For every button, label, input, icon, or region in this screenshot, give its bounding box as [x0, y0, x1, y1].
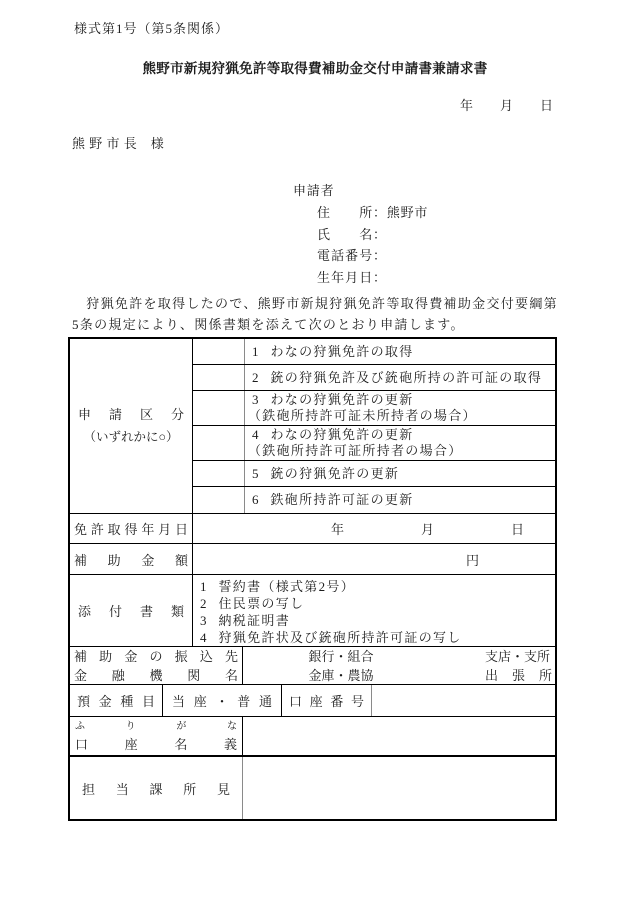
option-text: わなの狩猟免許の更新 — [270, 392, 414, 407]
option-number: 5 — [252, 465, 259, 481]
phone-label: 電話番号 — [317, 248, 373, 263]
staff-opinion-value-cell — [243, 757, 555, 819]
bank-label-line2: 金 融 機 関 名 — [74, 667, 238, 683]
name-label: 氏名 — [317, 226, 373, 242]
phone-separator: ： — [373, 248, 387, 263]
yen-unit-label: 円 — [466, 552, 480, 568]
addressee: 熊 野 市 長 様 — [72, 136, 165, 151]
attachments-list — [193, 575, 555, 646]
account-number-value-cell — [372, 685, 555, 716]
attachments-label-cell — [70, 575, 193, 646]
bank-branch-line1: 支店・支所 — [485, 648, 551, 664]
license-date-label-cell — [70, 514, 193, 543]
category-mark-cell-3 — [193, 391, 245, 425]
account-type-label-cell — [70, 685, 163, 716]
license-day-label: 日 — [511, 522, 525, 537]
name-field — [317, 224, 428, 246]
date-line — [460, 95, 553, 114]
category-mark-cell-6 — [193, 487, 245, 513]
category-label-cell — [70, 339, 193, 513]
account-type-label: 預 金 種 目 — [77, 694, 155, 709]
address-field — [317, 202, 428, 224]
option-number: 6 — [252, 492, 259, 507]
option-note: （鉄砲所持許可証未所持者の場合） — [248, 408, 477, 423]
category-option-row-3 — [193, 391, 555, 426]
account-holder-label-cell — [70, 717, 243, 755]
bank-label-cell — [70, 647, 243, 684]
attachments-label: 添 付 書 類 — [78, 604, 184, 619]
account-type-options: 当 座 ・ 普 通 — [172, 694, 272, 709]
category-option-row-4 — [193, 426, 555, 461]
staff-opinion-label-cell — [70, 757, 243, 819]
date-day-label: 日 — [539, 98, 553, 113]
account-type-options-cell — [163, 685, 282, 716]
attachment-item-1: 1 誓約書（様式第2号） — [200, 579, 356, 594]
applicant-fields — [317, 202, 428, 288]
option-text: 鉄砲所持許可証の更新 — [270, 492, 414, 507]
account-holder-label: 口 座 名 義 — [75, 736, 237, 752]
category-mark-cell-4 — [193, 426, 245, 460]
date-month-label: 月 — [499, 98, 513, 113]
address-separator: ： — [373, 205, 387, 220]
staff-opinion-row — [70, 757, 555, 819]
category-option-row-1 — [193, 339, 555, 365]
bank-label-line1: 補 助 金 の 振 込 先 — [74, 648, 238, 664]
attachment-item-3: 3 納税証明書 — [200, 613, 291, 628]
address-label: 住所 — [317, 205, 373, 220]
account-type-row — [70, 685, 555, 717]
subsidy-amount-value-cell — [193, 544, 555, 574]
category-option-row-5 — [193, 461, 555, 487]
attachment-item-2: 2 住民票の写し — [200, 596, 305, 611]
license-month-label: 月 — [421, 522, 435, 537]
option-text: わなの狩猟免許の取得 — [270, 343, 414, 359]
address-value: 熊野市 — [386, 205, 429, 220]
bank-value-cell — [307, 647, 552, 684]
license-date-value-cell — [193, 514, 555, 543]
bank-branch-line2: 出 張 所 — [485, 667, 552, 683]
date-year-label: 年 — [459, 98, 473, 113]
option-number: 1 — [252, 343, 259, 359]
furigana-label: ふ り が な — [75, 720, 237, 732]
subsidy-amount-label-cell — [70, 544, 193, 574]
category-section — [70, 339, 555, 514]
bank-branch-options — [485, 647, 552, 685]
bank-type-line2: 金庫・農協 — [308, 667, 374, 683]
birthdate-label: 生年月日 — [317, 269, 373, 285]
category-mark-cell-1 — [193, 339, 245, 364]
staff-opinion-label: 担 当 課 所 見 — [82, 781, 230, 797]
account-number-label: 口 座 番 号 — [289, 694, 364, 709]
license-date-label: 免 許 取 得 年 月 日 — [74, 522, 188, 537]
attachment-item-4: 4 狩猟免許状及び銃砲所持許可証の写し — [200, 630, 462, 645]
category-label: 申 請 区 分 — [78, 407, 184, 422]
category-option-row-2 — [193, 365, 555, 391]
option-number: 2 — [252, 369, 259, 385]
option-text: 銃の狩猟免許の更新 — [270, 465, 400, 481]
phone-field — [317, 245, 428, 267]
bank-type-line1: 銀行・組合 — [308, 648, 374, 664]
category-option-row-6 — [193, 487, 555, 513]
option-note: （鉄砲所持許可証所持者の場合） — [248, 443, 463, 458]
bank-type-options — [307, 647, 375, 685]
birthdate-field — [317, 267, 428, 289]
application-table — [68, 337, 557, 821]
license-date-row — [70, 514, 555, 544]
account-holder-row — [70, 717, 555, 757]
body-paragraph: 狩猟免許を取得したので、熊野市新規狩猟免許等取得費補助金交付要綱第5条の規定により、関係書類を添えて次のとおり申請します。 — [72, 296, 558, 332]
option-number: 3 — [252, 392, 259, 407]
category-mark-cell-5 — [193, 461, 245, 486]
attachments-row — [70, 575, 555, 647]
name-separator: ： — [373, 226, 387, 242]
birthdate-separator: ： — [373, 269, 387, 285]
account-number-label-cell — [282, 685, 372, 716]
category-mark-cell-2 — [193, 365, 245, 390]
applicant-heading: 申請者 — [293, 183, 335, 198]
option-number: 4 — [252, 427, 259, 442]
category-options — [193, 339, 555, 513]
page-title: 熊野市新規狩猟免許等取得費補助金交付申請書兼請求書 — [142, 61, 488, 76]
subsidy-amount-row — [70, 544, 555, 575]
account-holder-value-cell — [243, 717, 555, 755]
license-year-label: 年 — [331, 522, 345, 537]
option-text: わなの狩猟免許の更新 — [270, 427, 414, 442]
option-text: 銃の狩猟免許及び銃砲所持の許可証の取得 — [270, 369, 543, 385]
category-sublabel: （いずれかに○） — [83, 430, 179, 444]
applicant-block — [293, 180, 428, 288]
bank-row — [70, 647, 555, 685]
subsidy-amount-label: 補 助 金 額 — [74, 552, 188, 568]
form-number: 様式第1号（第5条関係） — [74, 21, 230, 36]
